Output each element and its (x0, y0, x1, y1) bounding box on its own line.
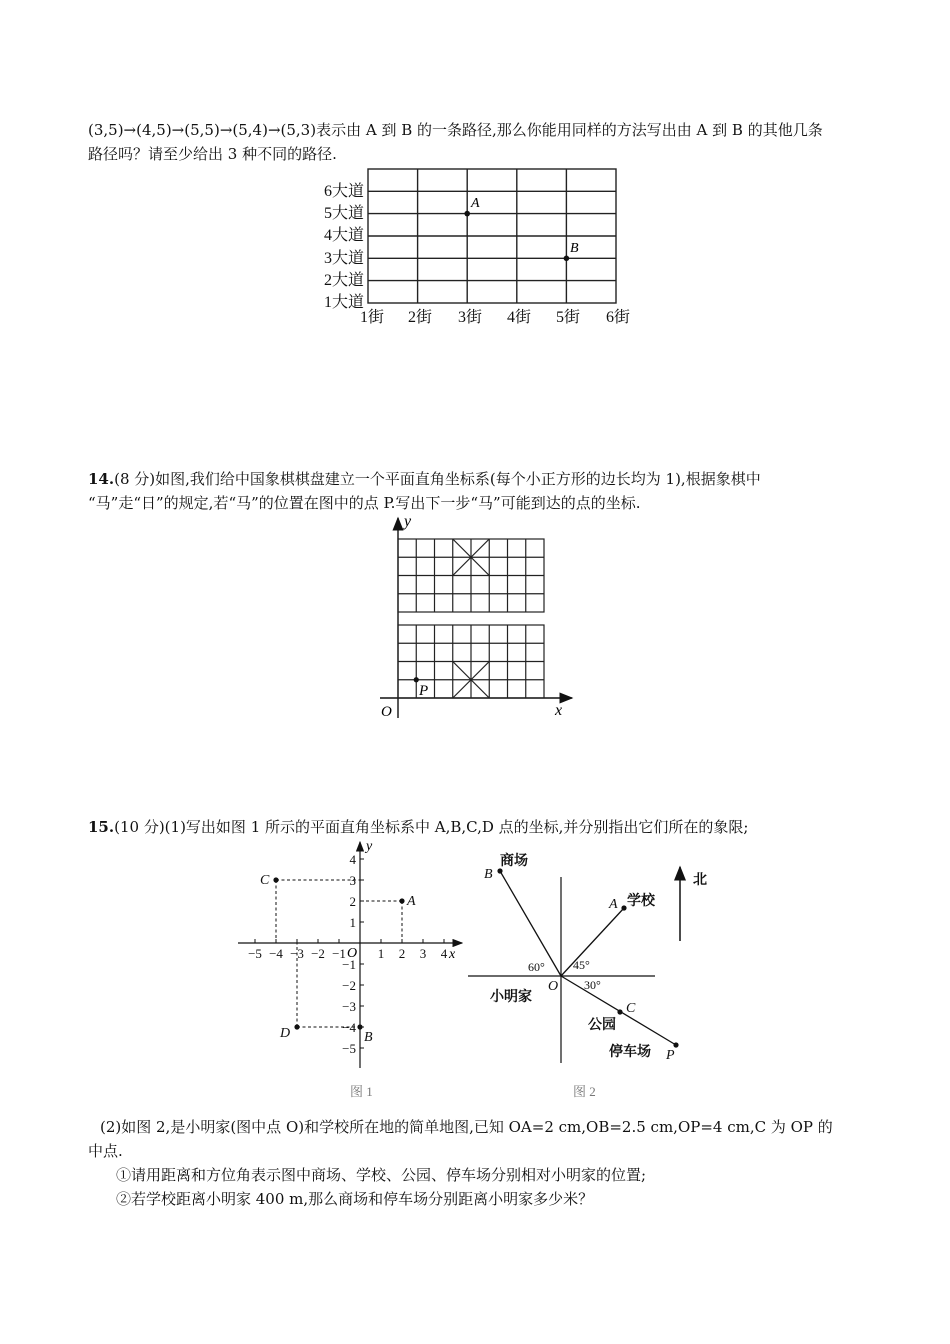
fig2-caption: 图 2 (573, 1084, 596, 1099)
point-b-label: B (570, 241, 579, 256)
point-p-dot (414, 677, 419, 682)
avenue-label-2: 2大道 (323, 272, 364, 289)
q13-text (88, 118, 866, 166)
point-d-dot (294, 1024, 299, 1029)
point-a-label: A (407, 894, 416, 909)
ray-oa (561, 908, 624, 976)
angle-60-label: 60° (528, 960, 545, 974)
y-tick-label: 3 (349, 873, 356, 888)
north-label: 北 (693, 873, 707, 888)
q13-line1: (3,5)→(4,5)→(5,5)→(5,4)→(5,3)表示由 A 到 B 的一条路径,那么你能用同样的方法写出由 A 到 B 的其他几条 (88, 121, 823, 139)
y-tick-label: −2 (342, 978, 356, 993)
point-a-dot (621, 905, 626, 910)
label-a: A (609, 897, 618, 912)
q15-part2-text (88, 1115, 866, 1211)
avenue-label-5: 5大道 (323, 205, 364, 222)
q15-part2-line1: (2)如图 2,是小明家(图中点 O)和学校所在地的简单地图,已知 OA=2 cm,OB=2.5 cm,OP=4 cm,C 为 OP 的 (100, 1118, 833, 1136)
home-label: 小明家 (490, 990, 532, 1005)
park-label: 公园 (588, 1018, 616, 1033)
street-label-3: 3街 (457, 309, 483, 326)
y-tick-label: 2 (349, 894, 356, 909)
x-tick-label: −3 (290, 946, 304, 961)
label-p: P (666, 1048, 675, 1063)
x-tick-label: −1 (332, 946, 346, 961)
q15-part1-text (88, 815, 866, 839)
street-grid-figure (300, 160, 650, 335)
q15-sub2: ②若学校距离小明家 400 m,那么商场和停车场分别距离小明家多少米？ (116, 1190, 594, 1208)
board-top-half (398, 539, 544, 612)
x-tick-label: 4 (440, 946, 448, 961)
x-axis-label: x (555, 702, 563, 719)
label-o: O (548, 979, 559, 994)
point-a-label: A (471, 196, 480, 211)
label-b: B (484, 867, 493, 882)
q15-sub1: ①请用距离和方位角表示图中商场、学校、公园、停车场分别相对小明家的位置; (116, 1166, 647, 1184)
x-tick-label: 1 (377, 946, 385, 961)
street-label-5: 5街 (555, 309, 581, 326)
point-p-dot (673, 1042, 678, 1047)
origin-label: O (381, 704, 392, 720)
q14-line2: “马”走“日”的规定,若“马”的位置在图中的点 P.写出下一步“马”可能到达的点的坐标. (88, 494, 641, 512)
point-b-dot (357, 1024, 362, 1029)
point-b-dot (497, 868, 502, 873)
x-tick-label: −5 (248, 946, 262, 961)
chess-board-figure (372, 512, 582, 722)
angle-30-label: 30° (584, 978, 601, 992)
q15-part2-line2: 中点. (88, 1142, 123, 1160)
point-a-dot (399, 898, 404, 903)
q15-score: (10 分) (114, 818, 165, 836)
point-d-label: D (280, 1026, 291, 1041)
x-tick-label: 3 (419, 946, 427, 961)
point-b-label: B (364, 1030, 373, 1045)
y-tick-label: −1 (342, 957, 356, 972)
street-label-2: 2街 (407, 309, 433, 326)
point-c-dot (617, 1009, 622, 1014)
street-label-1: 1街 (359, 309, 385, 326)
point-a-dot (464, 211, 470, 217)
fig1-origin-label: O (347, 946, 358, 961)
point-c-dot (273, 877, 278, 882)
q13-line2: 路径吗？请至少给出 3 种不同的路径. (88, 145, 337, 163)
parking-label: 停车场 (609, 1045, 651, 1060)
fig1-x-axis-label: x (449, 947, 456, 962)
y-tick-label: 1 (349, 915, 356, 930)
y-tick-label: −5 (342, 1041, 356, 1056)
street-label-4: 4街 (506, 309, 532, 326)
avenue-label-4: 4大道 (323, 227, 364, 244)
q14-text (88, 467, 866, 515)
point-p-label: P (419, 683, 429, 699)
x-tick-label: −2 (311, 946, 325, 961)
mall-label: 商场 (500, 854, 528, 869)
fig1-y-axis-label: y (366, 839, 373, 854)
point-b-dot (564, 256, 570, 262)
school-label: 学校 (627, 894, 655, 909)
figure-2-map (460, 845, 730, 1105)
avenue-label-6: 6大道 (323, 183, 364, 200)
point-c-label: C (260, 873, 270, 888)
label-c: C (626, 1001, 636, 1016)
q14-line1: 如图,我们给中国象棋棋盘建立一个平面直角坐标系(每个小正方形的边长均为 1),根据象棋中 (155, 470, 761, 488)
street-label-6: 6街 (605, 309, 631, 326)
angle-45-label: 45° (573, 958, 590, 972)
x-tick-label: 2 (398, 946, 406, 961)
q14-score: (8 分) (114, 470, 156, 488)
q15-part1: (1)写出如图 1 所示的平面直角坐标系中 A,B,C,D 点的坐标,并分别指出它们所在的象限; (164, 818, 749, 836)
y-tick-label: −3 (342, 999, 356, 1014)
q14-number: 14. (88, 470, 115, 488)
y-tick-label: 4 (349, 852, 356, 867)
y-axis-label: y (404, 513, 412, 530)
avenue-label-1: 1大道 (323, 294, 364, 311)
figure-1-coordinate-plane (230, 838, 470, 1108)
grid-lines (368, 169, 616, 303)
q15-number: 15. (88, 818, 115, 836)
x-tick-label: −4 (269, 946, 283, 961)
fig1-caption: 图 1 (350, 1084, 373, 1099)
y-tick-label: −4 (342, 1020, 356, 1035)
avenue-label-3: 3大道 (323, 250, 364, 267)
